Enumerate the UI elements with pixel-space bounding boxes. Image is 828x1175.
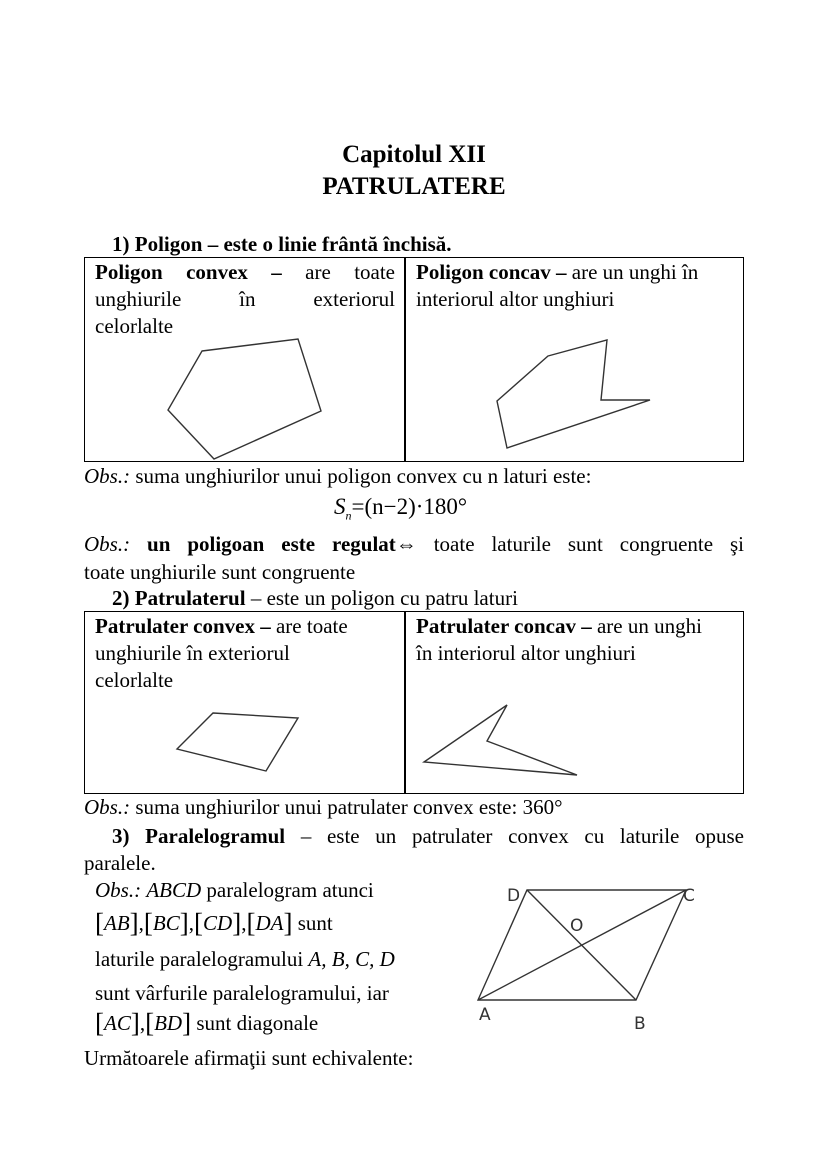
formula-subscript: n xyxy=(345,508,352,523)
parallelogram-vertices: A, B, C, D xyxy=(308,947,395,971)
convex-quad-term: Patrulater convex xyxy=(95,614,255,638)
convex-polygon-line2: unghiurile în exteriorul xyxy=(95,287,395,311)
parallelogram-obs-text1: paralelogram atunci xyxy=(206,878,374,902)
section3-definition: – este un patrulater convex cu laturile opuse xyxy=(300,824,745,848)
obs-regular-bold: un poligoan este regulat xyxy=(147,532,396,556)
convex-quad-line3: celorlalte xyxy=(95,668,174,692)
section2-definition: – este un poligon cu patru laturi xyxy=(250,586,518,610)
convex-quadrilateral-cell xyxy=(95,613,395,694)
obs-polygon-sum xyxy=(84,462,591,490)
obs-quad-label: Obs.: xyxy=(84,795,131,819)
convex-polygon-text1: are toate xyxy=(305,260,396,284)
parallelogram-diagonals-line: [AC],[BD] sunt diagonale xyxy=(95,1008,319,1038)
concave-quad-dash: – xyxy=(581,614,592,638)
section3-heading-line1 xyxy=(112,822,744,850)
convex-pentagon-figure xyxy=(168,339,321,459)
side-ab: AB xyxy=(104,911,130,935)
concave-polygon-line2: interiorul altor unghiuri xyxy=(416,287,615,311)
section1-term: Poligon xyxy=(134,232,203,256)
obs-regular-label: Obs.: xyxy=(84,532,131,556)
convex-polygon-line3: celorlalte xyxy=(95,314,174,338)
side-cd: CD xyxy=(203,911,233,935)
parallelogram-obs-label: Obs.: xyxy=(95,878,142,902)
convex-polygon-term: Poligon convex xyxy=(95,260,248,284)
parallelogram-obs-text3: laturile paralelogramului xyxy=(95,947,304,971)
parallelogram-obs-line3 xyxy=(95,945,395,973)
obs-label: Obs.: xyxy=(84,464,131,488)
formula-rhs: =(n−2)·180° xyxy=(351,494,468,519)
diagonal-bd-label: BD xyxy=(154,1011,183,1035)
convex-polygon-dash: – xyxy=(271,260,282,284)
center-label-o: O xyxy=(570,916,584,936)
concave-quad-text1: are un unghi xyxy=(596,614,702,638)
convex-quad-line1 xyxy=(95,613,395,640)
formula-lhs: S xyxy=(334,494,346,519)
convex-quad-dash: – xyxy=(260,614,271,638)
concave-quad-term: Patrulater concav xyxy=(416,614,576,638)
obs-regular-text1: toate laturile sunt congruente şi xyxy=(433,532,745,556)
concave-quadrilateral-cell xyxy=(416,613,738,667)
obs-quad-text: suma unghiurilor unui patrulater convex este: xyxy=(135,795,518,819)
equivalence-symbol: ⇔ xyxy=(395,532,417,556)
chapter-label: Capitolul XII xyxy=(342,141,486,168)
parallelogram-obs-text5: sunt diagonale xyxy=(196,1011,319,1035)
convex-quad-line2: unghiurile în exteriorul xyxy=(95,641,290,665)
parallelogram-sides-line: [AB],[BC],[CD],[DA] sunt xyxy=(95,908,333,938)
vertex-label-a: A xyxy=(479,1005,491,1025)
polygon-angle-formula xyxy=(334,492,467,531)
convex-quad-text1: are toate xyxy=(275,614,348,638)
parallelogram-obs-text2: sunt xyxy=(297,911,333,935)
section3-heading-line2: paralele. xyxy=(84,851,156,875)
concave-polygon-text1: are un unghi în xyxy=(571,260,699,284)
side-bc: BC xyxy=(152,911,180,935)
concave-polygon-dash: – xyxy=(556,260,567,284)
concave-quad-line1 xyxy=(416,613,738,640)
diagonal-bd xyxy=(527,890,636,1000)
section1-definition: – este o linie frântă închisă. xyxy=(207,232,452,256)
parallelogram-name: ABCD xyxy=(146,878,202,902)
obs-regular-line2: toate unghiurile sunt congruente xyxy=(84,560,356,584)
vertex-label-b: B xyxy=(634,1014,646,1034)
side-da: DA xyxy=(255,911,284,935)
obs-regular-line1 xyxy=(84,530,744,558)
concave-polygon-term: Poligon concav xyxy=(416,260,551,284)
concave-polygon-figure xyxy=(497,340,650,448)
section2-number: 2) xyxy=(112,586,130,610)
section1-number: 1) xyxy=(112,232,130,256)
parallelogram-obs-line1 xyxy=(95,876,374,904)
obs-quad-value: 360° xyxy=(522,795,563,819)
concave-quad-line2: în interiorul altor unghiuri xyxy=(416,641,636,665)
vertex-label-c: C xyxy=(683,886,695,906)
vertex-label-d: D xyxy=(507,886,521,906)
quadrilateral-table-divider xyxy=(404,611,406,794)
obs-polygon-sum-text: suma unghiurilor unui poligon convex cu n laturi este: xyxy=(135,464,592,488)
chapter-title: PATRULATERE xyxy=(322,173,506,200)
parallelogram-figure xyxy=(478,886,695,1034)
closing-statement: Următoarele afirmaţii sunt echivalente: xyxy=(84,1046,414,1070)
parallelogram-obs-line4: sunt vârfurile paralelogramului, iar xyxy=(95,981,389,1005)
diagonal-ac-label: AC xyxy=(104,1011,131,1035)
section3-term: Paralelogramul xyxy=(145,824,286,848)
section3-number: 3) xyxy=(112,824,130,848)
section2-heading xyxy=(112,584,518,612)
obs-quadrilateral-sum xyxy=(84,793,562,821)
section2-term: Patrulaterul xyxy=(134,586,246,610)
